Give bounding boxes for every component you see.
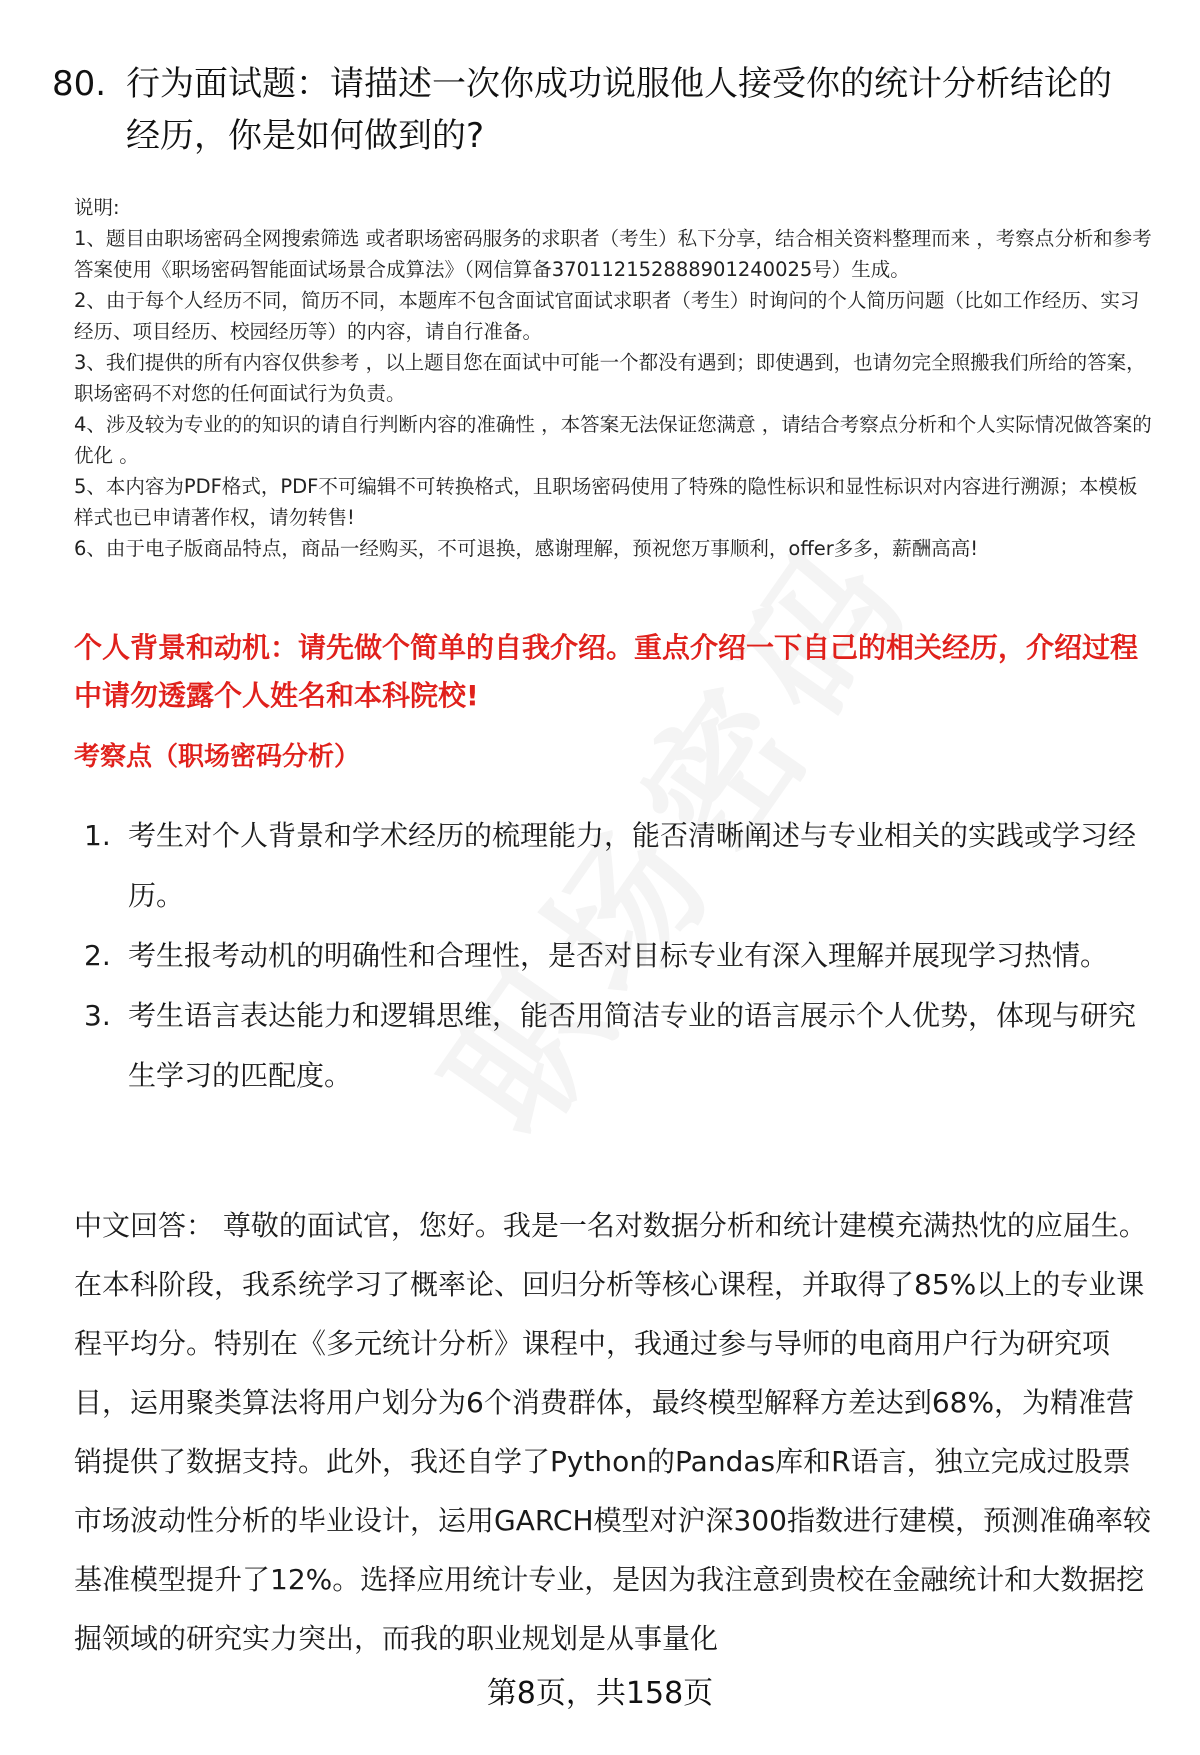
question-text: 行为面试题：请描述一次你成功说服他人接受你的统计分析结论的经历，你是如何做到的? [126, 64, 1112, 156]
analysis-title: 考察点（职场密码分析） [74, 742, 361, 772]
analysis-point [84, 986, 1154, 1106]
background-motivation-title: 个人背景和动机：请先做个简单的自我介绍。重点介绍一下自己的相关经历，介绍过程中请勿透露个人姓名和本科院校! [74, 631, 1139, 712]
note-item: 6、由于电子版商品特点，商品一经购买，不可退换，感谢理解，预祝您万事顺利，offer多多，薪酬高高! [74, 537, 979, 560]
question-title [52, 58, 1152, 162]
point-text: 考生报考动机的明确性和合理性，是否对目标专业有深入理解并展现学习热情。 [128, 939, 1109, 972]
point-number: 2. [84, 939, 111, 972]
notes-heading: 说明: [74, 196, 120, 219]
analysis-points [84, 806, 1154, 1106]
analysis-point [84, 806, 1154, 926]
note-item: 3、我们提供的所有内容仅供参考 ，以上题目您在面试中可能一个都没有遇到；即使遇到，也请勿完全照搬我们所给的答案，职场密码不对您的任何面试行为负责。 [74, 351, 1146, 405]
note-item: 1、题目由职场密码全网搜索筛选 或者职场密码服务的求职者（考生）私下分享，结合相关资料整理而来 ，考察点分析和参考答案使用《职场密码智能面试场景合成算法》（网信算备370112152888901240025号）生成。 [74, 227, 1152, 281]
analysis-point [84, 926, 1154, 986]
point-number: 3. [84, 999, 111, 1032]
note-item: 4、涉及较为专业的的知识的请自行判断内容的准确性 ，本答案无法保证您满意 ，请结合考察点分析和个人实际情况做答案的优化 。 [74, 413, 1152, 467]
note-item: 5、本内容为PDF格式，PDF不可编辑不可转换格式，且职场密码使用了特殊的隐性标识和显性标识对内容进行溯源；本模板样式也已申请著作权，请勿转售! [74, 475, 1138, 529]
point-number: 1. [84, 819, 111, 852]
point-text: 考生语言表达能力和逻辑思维，能否用简洁专业的语言展示个人优势，体现与研究生学习的匹配度。 [128, 999, 1137, 1092]
page-footer: 第8页，共158页 [486, 1676, 714, 1711]
point-text: 考生对个人背景和学术经历的梳理能力，能否清晰阐述与专业相关的实践或学习经历。 [128, 819, 1137, 912]
chinese-answer: 中文回答： 尊敬的面试官，您好。我是一名对数据分析和统计建模充满热忱的应届生。在本科阶段，我系统学习了概率论、回归分析等核心课程，并取得了85%以上的专业课程平均分。特别在《多元统计分析》课程中，我通过参与导师的电商用户行为研究项目，运用聚类算法将用户划分为6个消费群体，最终模型解释方差达到68%，为精准营销提供了数据支持。此外，我还自学了Python的Pandas库和R语言，独立完成过股票市场波动性分析的毕业设计，运用GARCH模型对沪深300指数进行建模，预测准确率较基准模型提升了12%。选择应用统计专业，是因为我注意到贵校在金融统计和大数据挖掘领域的研究实力突出，而我的职业规划是从事量化 [74, 1209, 1151, 1655]
notes-block [74, 192, 1154, 564]
question-number: 80. [52, 64, 107, 104]
note-item: 2、由于每个人经历不同，简历不同，本题库不包含面试官面试求职者（考生）时询问的个人简历问题（比如工作经历、实习经历、项目经历、校园经历等）的内容，请自行准备。 [74, 289, 1140, 343]
